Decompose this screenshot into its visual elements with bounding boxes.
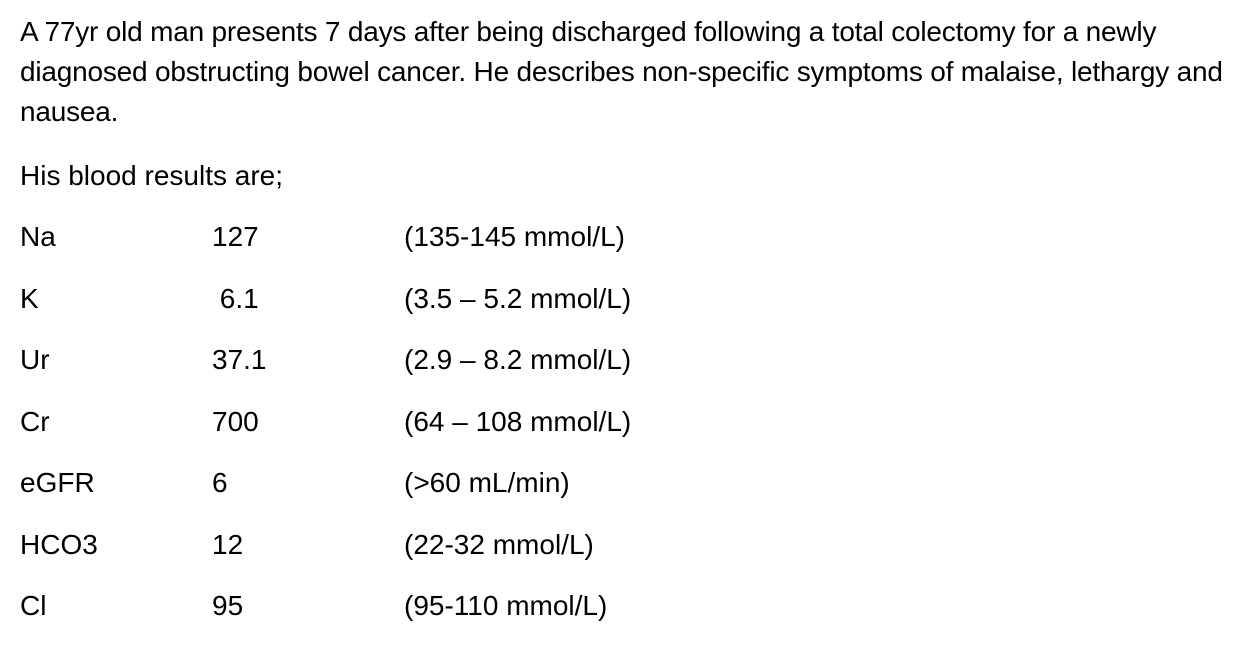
- reference-range: (135-145 mmol/L): [404, 221, 625, 252]
- analyte-value: 700: [212, 405, 259, 437]
- blood-results-table: [20, 217, 920, 648]
- analyte-value: 6.1: [212, 282, 259, 314]
- analyte-name: K: [20, 282, 39, 314]
- result-row-hco3: [20, 525, 920, 587]
- reference-range: (>60 mL/min): [404, 467, 570, 498]
- result-row-ur: [20, 340, 920, 402]
- analyte-value: 12: [212, 528, 244, 560]
- analyte-name: HCO3: [20, 528, 98, 560]
- case-description: A 77yr old man presents 7 days after being discharged following a total colectomy for a newly diagnosed obstructing bowel cancer. He describes non-specific symptoms of malaise, lethargy and nausea.: [20, 16, 1223, 127]
- analyte-name: eGFR: [20, 467, 95, 498]
- analyte-name: Cl: [20, 590, 47, 621]
- analyte-name: Na: [20, 221, 56, 252]
- result-row-cr: [20, 402, 920, 464]
- analyte-value: 95: [212, 590, 244, 621]
- result-row-k: [20, 279, 920, 341]
- analyte-value: 37.1: [212, 344, 267, 375]
- result-row-egfr: [20, 463, 920, 525]
- reference-range: (95-110 mmol/L): [404, 590, 608, 621]
- analyte-name: Cr: [20, 405, 50, 437]
- reference-range: (2.9 – 8.2 mmol/L): [404, 344, 632, 375]
- analyte-value: 6: [212, 467, 228, 498]
- result-row-cl: [20, 586, 920, 648]
- result-row-na: [20, 217, 920, 279]
- analyte-name: Ur: [20, 344, 50, 375]
- analyte-value: 127: [212, 221, 259, 252]
- reference-range: (3.5 – 5.2 mmol/L): [404, 282, 632, 314]
- reference-range: (22-32 mmol/L): [404, 528, 594, 560]
- results-lead-in: His blood results are;: [20, 160, 284, 191]
- reference-range: (64 – 108 mmol/L): [404, 405, 632, 437]
- document-body: [20, 12, 1235, 621]
